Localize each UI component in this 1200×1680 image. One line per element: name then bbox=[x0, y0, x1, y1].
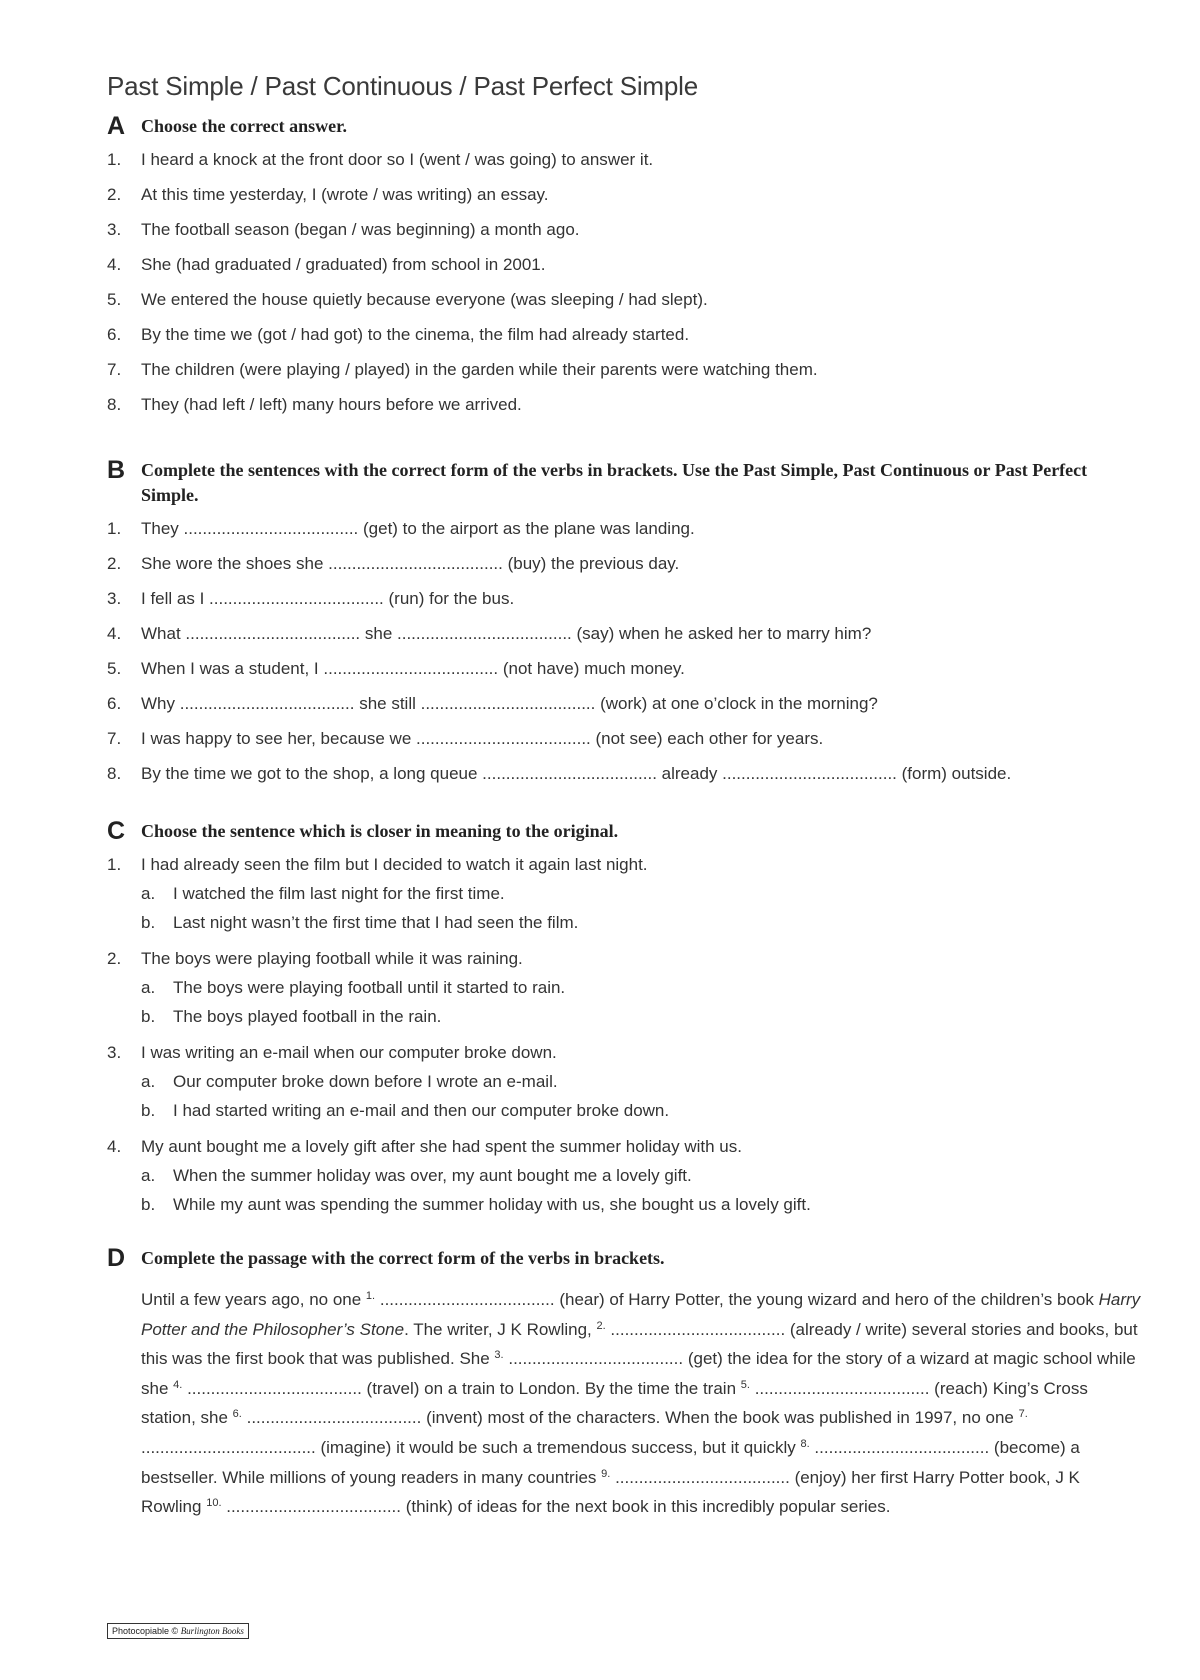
item-text: My aunt bought me a lovely gift after she had spent the summer holiday with us. bbox=[141, 1137, 742, 1156]
section-instruction: Complete the sentences with the correct form of the verbs in brackets. Use the Past Simple, Past Continuous or Past Perfect Simple. bbox=[141, 460, 1088, 505]
gap-blank: ..................................... bbox=[246, 1408, 422, 1428]
list-item bbox=[107, 359, 1167, 394]
passage-segment: Until a few years ago, no one bbox=[141, 1290, 366, 1309]
option-text: While my aunt was spending the summer holiday with us, she bought us a lovely gift. bbox=[173, 1195, 811, 1214]
list-item bbox=[107, 289, 1167, 324]
section-letter: A bbox=[107, 112, 126, 140]
option-item bbox=[107, 912, 1167, 941]
item-text: She wore the shoes she ..................................... (buy) the previous day. bbox=[141, 554, 680, 573]
gap-blank: ..................................... bbox=[226, 1497, 401, 1517]
section-instruction: Choose the correct answer. bbox=[141, 116, 347, 136]
option-item bbox=[107, 1100, 1167, 1129]
option-item bbox=[107, 1006, 1167, 1035]
item-text: We entered the house quietly because everyone (was sleeping / had slept). bbox=[141, 290, 708, 309]
item-number: 6. bbox=[107, 694, 122, 713]
item-number: 8. bbox=[107, 764, 122, 783]
question-list-a bbox=[107, 149, 1167, 429]
item-text: She (had graduated / graduated) from school in 2001. bbox=[141, 255, 546, 274]
option-text: When the summer holiday was over, my aunt bought me a lovely gift. bbox=[173, 1166, 692, 1185]
gap-number: 9. bbox=[601, 1467, 611, 1480]
publisher-name: Burlington Books bbox=[180, 1626, 244, 1636]
gap-number: 5. bbox=[740, 1378, 750, 1391]
option-text: Our computer broke down before I wrote an e-mail. bbox=[173, 1072, 558, 1091]
option-letter: a. bbox=[141, 1166, 156, 1185]
list-item bbox=[107, 219, 1167, 254]
item-number: 4. bbox=[107, 624, 122, 643]
gap-blank: ..................................... bbox=[508, 1349, 684, 1369]
list-item bbox=[107, 324, 1167, 359]
list-item bbox=[107, 1042, 1167, 1071]
gap-number: 3. bbox=[494, 1349, 504, 1362]
list-item bbox=[107, 693, 1167, 728]
list-item bbox=[107, 658, 1167, 693]
item-text: By the time we (got / had got) to the cinema, the film had already started. bbox=[141, 325, 690, 344]
list-item bbox=[107, 553, 1167, 588]
section-a-header bbox=[107, 114, 1167, 139]
passage-segment: (get) the idea for the story of a wizard at magic school while she bbox=[141, 1349, 1136, 1398]
passage-segment: (already / write) several stories and books, but this was the first book that was published. She bbox=[141, 1319, 1138, 1369]
item-number: 8. bbox=[107, 395, 122, 414]
option-letter: b. bbox=[141, 913, 156, 932]
item-number: 5. bbox=[107, 290, 122, 309]
option-letter: b. bbox=[141, 1007, 156, 1026]
item-number: 4. bbox=[107, 255, 122, 274]
item-text: The football season (began / was beginning) a month ago. bbox=[141, 220, 580, 239]
section-d bbox=[107, 1246, 1167, 1522]
option-item bbox=[107, 1071, 1167, 1100]
section-b-header bbox=[107, 458, 1167, 508]
passage-text bbox=[141, 1285, 1141, 1522]
gap-blank: ..................................... bbox=[615, 1467, 790, 1487]
section-letter: D bbox=[107, 1244, 126, 1272]
section-instruction: Complete the passage with the correct form of the verbs in brackets. bbox=[141, 1248, 665, 1268]
option-letter: a. bbox=[141, 1072, 156, 1091]
list-item bbox=[107, 728, 1167, 763]
section-a bbox=[107, 114, 1167, 429]
option-item bbox=[107, 1194, 1167, 1223]
option-text: I had started writing an e-mail and then our computer broke down. bbox=[173, 1101, 670, 1120]
passage-segment: . The writer, J K Rowling, bbox=[404, 1319, 597, 1339]
passage-segment: (enjoy) her first Harry Potter book, J K Rowling bbox=[141, 1467, 1080, 1517]
copyright-footer bbox=[107, 1623, 249, 1639]
section-instruction: Choose the sentence which is closer in meaning to the original. bbox=[141, 821, 619, 841]
item-number: 1. bbox=[107, 150, 122, 169]
option-letter: a. bbox=[141, 884, 156, 903]
question-list-b bbox=[107, 518, 1167, 798]
option-text: I watched the film last night for the first time. bbox=[173, 884, 505, 903]
item-number: 3. bbox=[107, 589, 122, 608]
list-item bbox=[107, 1136, 1167, 1165]
option-item bbox=[107, 1165, 1167, 1194]
item-number: 5. bbox=[107, 659, 122, 678]
section-c bbox=[107, 819, 1167, 1230]
list-item bbox=[107, 184, 1167, 219]
gap-number: 4. bbox=[173, 1378, 183, 1391]
footer-prefix: Photocopiable © bbox=[112, 1626, 181, 1636]
gap-blank: ..................................... bbox=[610, 1319, 786, 1339]
list-item bbox=[107, 149, 1167, 184]
item-text: I heard a knock at the front door so I (went / was going) to answer it. bbox=[141, 150, 654, 169]
item-text: The children (were playing / played) in the garden while their parents were watching them. bbox=[141, 360, 818, 379]
item-number: 3. bbox=[107, 1043, 122, 1062]
item-text: At this time yesterday, I (wrote / was writing) an essay. bbox=[141, 185, 549, 204]
passage-segment: (become) a bestseller. While millions of young readers in many countries bbox=[141, 1437, 1080, 1487]
page-title: Past Simple / Past Continuous / Past Perfect Simple bbox=[107, 71, 698, 101]
passage-segment: (invent) most of the characters. When the book was published in 1997, no one bbox=[421, 1408, 1019, 1428]
option-text: The boys played football in the rain. bbox=[173, 1007, 442, 1026]
list-item bbox=[107, 394, 1167, 429]
item-text: I was writing an e-mail when our computer broke down. bbox=[141, 1043, 557, 1062]
option-text: The boys were playing football until it started to rain. bbox=[173, 978, 566, 997]
item-text: I was happy to see her, because we ..................................... (not see) each other for years. bbox=[141, 729, 824, 748]
section-b bbox=[107, 458, 1167, 798]
item-text: I fell as I ..................................... (run) for the bus. bbox=[141, 589, 515, 608]
passage-segment: (think) of ideas for the next book in this incredibly popular series. bbox=[401, 1497, 891, 1517]
option-text: Last night wasn’t the first time that I had seen the film. bbox=[173, 913, 579, 932]
passage-segment: (travel) on a train to London. By the time the train bbox=[361, 1378, 741, 1398]
passage-segment: (reach) King’s Cross station, she bbox=[141, 1378, 1088, 1428]
gap-blank: ..................................... bbox=[141, 1437, 316, 1457]
list-item bbox=[107, 948, 1167, 977]
gap-number: 6. bbox=[232, 1408, 242, 1421]
option-item bbox=[107, 977, 1167, 1006]
section-c-header bbox=[107, 819, 1167, 844]
item-text: What ..................................... she ..................................... (say) when he asked her to marry him? bbox=[141, 624, 872, 643]
question-block bbox=[107, 1042, 1167, 1129]
item-number: 2. bbox=[107, 554, 122, 573]
option-item bbox=[107, 883, 1167, 912]
list-item bbox=[107, 518, 1167, 553]
item-number: 1. bbox=[107, 519, 122, 538]
question-block bbox=[107, 948, 1167, 1035]
book-title: Harry Potter and the Philosopher’s Stone bbox=[141, 1290, 1141, 1339]
item-text: They ..................................... (get) to the airport as the plane was landing. bbox=[141, 519, 695, 538]
gap-blank: ..................................... bbox=[814, 1437, 990, 1457]
passage-segment: (hear) of Harry Potter, the young wizard and hero of the children’s book bbox=[554, 1290, 1099, 1309]
item-text: When I was a student, I ..................................... (not have) much money. bbox=[141, 659, 685, 678]
item-number: 6. bbox=[107, 325, 122, 344]
gap-number: 7. bbox=[1018, 1408, 1028, 1421]
section-letter: C bbox=[107, 817, 126, 845]
item-number: 3. bbox=[107, 220, 122, 239]
gap-number: 8. bbox=[800, 1437, 810, 1450]
item-number: 2. bbox=[107, 185, 122, 204]
item-number: 2. bbox=[107, 949, 122, 968]
list-item bbox=[107, 763, 1167, 798]
list-item bbox=[107, 623, 1167, 658]
item-number: 7. bbox=[107, 729, 122, 748]
item-text: They (had left / left) many hours before we arrived. bbox=[141, 395, 522, 414]
section-d-header bbox=[107, 1246, 1167, 1271]
section-letter: B bbox=[107, 456, 126, 484]
gap-blank: ..................................... bbox=[187, 1378, 362, 1398]
passage-segment: (imagine) it would be such a tremendous success, but it quickly bbox=[315, 1437, 801, 1457]
list-item bbox=[107, 588, 1167, 623]
item-number: 4. bbox=[107, 1137, 122, 1156]
gap-number: 1. bbox=[365, 1290, 376, 1302]
gap-number: 2. bbox=[596, 1319, 606, 1332]
option-letter: b. bbox=[141, 1195, 156, 1214]
gap-number: 10. bbox=[206, 1497, 222, 1510]
option-letter: a. bbox=[141, 978, 156, 997]
item-text: By the time we got to the shop, a long queue ..................................... already ..................................... (form) outside. bbox=[141, 764, 1012, 783]
question-block bbox=[107, 1136, 1167, 1223]
item-number: 7. bbox=[107, 360, 122, 379]
item-text: Why ..................................... she still ..................................... (work) at one o’clock in the morning? bbox=[141, 694, 878, 713]
gap-blank: ..................................... bbox=[754, 1378, 930, 1398]
list-item bbox=[107, 254, 1167, 289]
item-text: I had already seen the film but I decided to watch it again last night. bbox=[141, 855, 648, 874]
item-text: The boys were playing football while it was raining. bbox=[141, 949, 523, 968]
option-letter: b. bbox=[141, 1101, 156, 1120]
list-item bbox=[107, 854, 1167, 883]
item-number: 1. bbox=[107, 855, 122, 874]
question-block bbox=[107, 854, 1167, 941]
gap-blank: ..................................... bbox=[379, 1290, 555, 1309]
